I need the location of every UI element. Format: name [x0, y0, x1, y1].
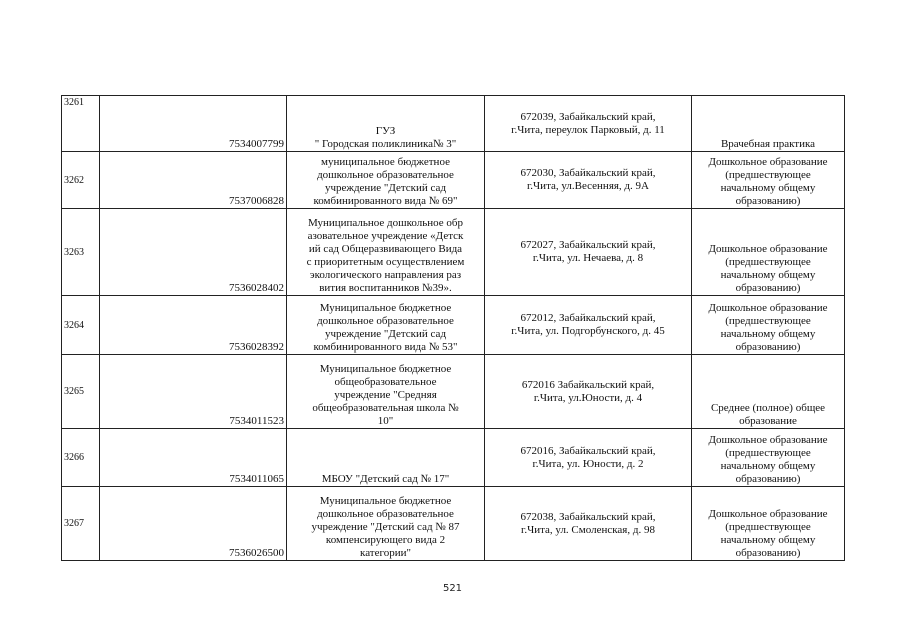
row-number: 3263: [62, 209, 100, 296]
page-number: 521: [442, 583, 463, 594]
inn-cell: 7534011065: [100, 429, 287, 487]
inn-cell: 7536026500: [100, 487, 287, 561]
organization-name: Муниципальное дошкольное обр азовательное учреждение «Детск ий сад Общеразвивающего Вида с приоритетным осуществлением экологического направления раз вития воспитанников №39».: [306, 217, 465, 294]
activity-cell: [692, 209, 845, 296]
address-cell: [485, 296, 692, 355]
address: 672012, Забайкальский край, г.Чита, ул. Подгорбунского, д. 45: [511, 312, 665, 337]
activity: Дошкольное образование (предшествующее начальному общему образованию): [708, 434, 828, 485]
inn-cell: 7534011523: [100, 355, 287, 429]
activity: Дошкольное образование (предшествующее начальному общему образованию): [708, 156, 828, 207]
address-cell: [485, 487, 692, 561]
organization-name-cell: [287, 429, 485, 487]
row-number: 3265: [62, 355, 100, 429]
activity-cell: [692, 296, 845, 355]
address-cell: [485, 152, 692, 209]
address: 672016 Забайкальский край, г.Чита, ул.Юности, д. 4: [521, 378, 655, 404]
row-number: 3266: [62, 429, 100, 487]
activity-cell: [692, 429, 845, 487]
table-row: [62, 96, 845, 152]
row-number: 3264: [62, 296, 100, 355]
table-row: [62, 355, 845, 429]
inn-cell: 7534007799: [100, 96, 287, 152]
table-row: [62, 209, 845, 296]
organization-name-cell: [287, 209, 485, 296]
organization-name: МБОУ "Детский сад № 17": [321, 473, 450, 485]
inn-cell: 7536028402: [100, 209, 287, 296]
organization-name: муниципальное бюджетное дошкольное образовательное учреждение "Детский сад комбинированного вида № 69": [313, 156, 458, 207]
table-row: [62, 429, 845, 487]
activity: Дошкольное образование (предшествующее начальному общему образованию): [708, 302, 828, 353]
address: 672016, Забайкальский край, г.Чита, ул. Юности, д. 2: [520, 444, 656, 470]
address: 672030, Забайкальский край, г.Чита, ул.Весенняя, д. 9А: [520, 167, 656, 192]
address: 672027, Забайкальский край, г.Чита, ул. Нечаева, д. 8: [520, 239, 656, 264]
table-row: [62, 487, 845, 561]
inn-cell: 7537006828: [100, 152, 287, 209]
row-number: 3267: [62, 487, 100, 561]
activity-cell: [692, 96, 845, 152]
address-cell: [485, 429, 692, 487]
address-cell: [485, 355, 692, 429]
organization-name: Муниципальное бюджетное общеобразовательное учреждение "Средняя общеобразовательная школа № 10": [312, 363, 459, 427]
activity-cell: [692, 487, 845, 561]
table-row: [62, 296, 845, 355]
row-number: 3261: [62, 96, 100, 152]
address-cell: [485, 96, 692, 152]
activity: Дошкольное образование (предшествующее начальному общему образованию): [708, 243, 828, 294]
table-row: [62, 152, 845, 209]
activity: Дошкольное образование (предшествующее начальному общему образованию): [708, 508, 828, 559]
address: 672039, Забайкальский край, г.Чита, переулок Парковый, д. 11: [511, 110, 665, 136]
address-cell: [485, 209, 692, 296]
organization-name-cell: [287, 296, 485, 355]
activity: Врачебная практика: [720, 138, 816, 150]
organization-name: Муниципальное бюджетное дошкольное образовательное учреждение "Детский сад комбинированного вида № 53": [313, 302, 458, 353]
inn-cell: 7536028392: [100, 296, 287, 355]
organization-name-cell: [287, 487, 485, 561]
registry-table: [61, 95, 845, 561]
organization-name: ГУЗ " Городская поликлиника№ 3": [314, 125, 457, 150]
organization-name: Муниципальное бюджетное дошкольное образовательное учреждение "Детский сад № 87 компенсирующего вида 2 категории": [311, 495, 460, 559]
organization-name-cell: [287, 152, 485, 209]
row-number: 3262: [62, 152, 100, 209]
organization-name-cell: [287, 355, 485, 429]
activity-cell: [692, 355, 845, 429]
address: 672038, Забайкальский край, г.Чита, ул. Смоленская, д. 98: [520, 510, 656, 536]
organization-name-cell: [287, 96, 485, 152]
activity-cell: [692, 152, 845, 209]
activity: Среднее (полное) общее образование: [710, 402, 826, 427]
